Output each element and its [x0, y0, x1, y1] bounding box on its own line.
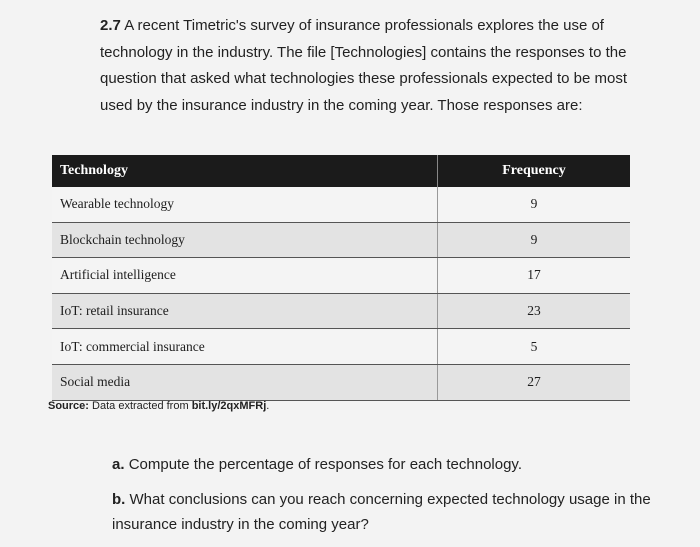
source-label: Source: — [48, 400, 89, 412]
table-header-row — [52, 155, 630, 187]
frequency-cell: 9 — [438, 187, 631, 222]
source-link[interactable]: bit.ly/2qxMFRj — [191, 400, 267, 412]
problem-text: A recent Timetric's survey of insurance professionals explores the use of technology in the industry. The file [Technologies] contains the responses to the question that asked what technologies these professionals expected to be most used by the insurance industry in the coming year. Those responses are: — [100, 17, 627, 114]
question-b-text: What conclusions can you reach concerning expected technology usage in the insurance industry in the coming year? — [112, 491, 651, 533]
header-frequency: Frequency — [438, 155, 631, 187]
table-row — [52, 364, 630, 400]
header-technology: Technology — [52, 155, 438, 187]
technology-table — [52, 155, 630, 401]
technology-cell: Blockchain technology — [52, 222, 438, 258]
technology-cell: IoT: commercial insurance — [52, 329, 438, 365]
table-row — [52, 258, 630, 294]
question-b — [112, 487, 652, 537]
source-text: Data extracted from — [92, 400, 189, 412]
source-note — [48, 400, 269, 412]
technology-cell: Artificial intelligence — [52, 258, 438, 294]
table-row — [52, 222, 630, 258]
frequency-cell: 9 — [438, 222, 631, 258]
frequency-cell: 5 — [438, 329, 631, 365]
table-row — [52, 187, 630, 222]
question-a-label: a. — [112, 456, 125, 473]
problem-number: 2.7 — [100, 17, 121, 34]
frequency-cell: 17 — [438, 258, 631, 294]
question-b-label: b. — [112, 491, 126, 508]
table-row — [52, 329, 630, 365]
technology-cell: IoT: retail insurance — [52, 293, 438, 329]
problem-statement — [100, 13, 640, 119]
frequency-cell: 27 — [438, 364, 631, 400]
source-end: . — [266, 400, 270, 412]
table-row — [52, 293, 630, 329]
frequency-cell: 23 — [438, 293, 631, 329]
technology-cell: Wearable technology — [52, 187, 438, 222]
question-a — [112, 452, 652, 477]
question-a-text: Compute the percentage of responses for each technology. — [128, 456, 522, 473]
technology-cell: Social media — [52, 364, 438, 400]
